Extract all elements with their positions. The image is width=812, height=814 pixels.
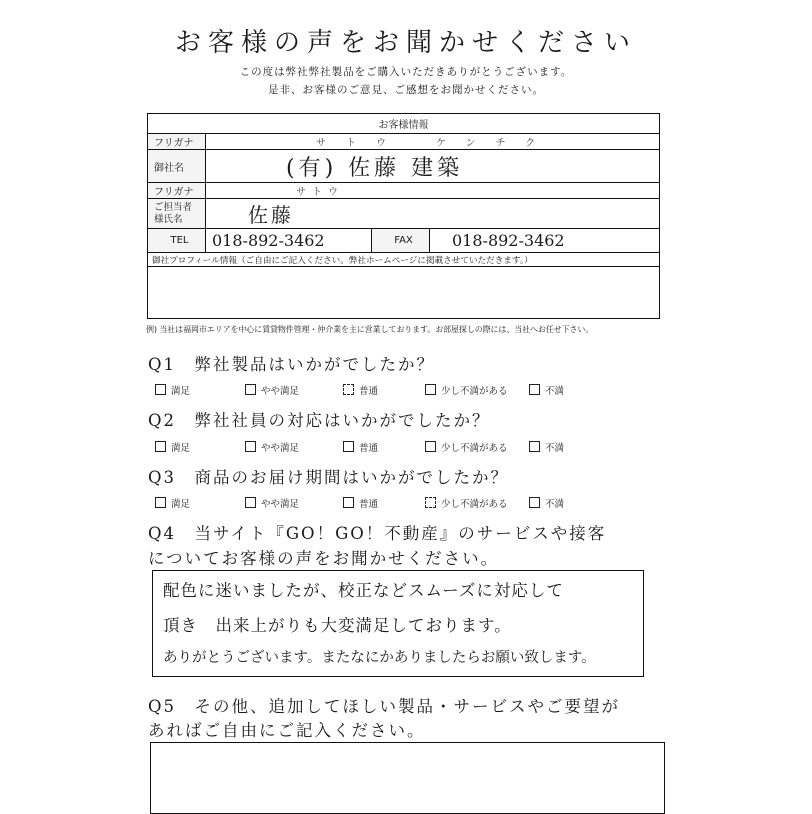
q2-option-satisfied[interactable] xyxy=(155,440,190,454)
q2-option-neutral[interactable] xyxy=(343,440,378,454)
intro-line-1: この度は弊社弊社製品をご購入いただきありがとうございます。 xyxy=(239,66,573,78)
option-label: 少し不満がある xyxy=(441,499,508,510)
q3-option-satisfied[interactable] xyxy=(155,496,190,510)
contact-label-line-2: 様氏名 xyxy=(154,213,183,225)
option-label: やや満足 xyxy=(261,499,300,510)
checkbox-icon[interactable] xyxy=(529,497,540,508)
fax-value: 018-892-3462 xyxy=(430,229,660,253)
q1-option-satisfied[interactable] xyxy=(155,383,190,397)
company-name-label: 御社名 xyxy=(148,150,206,183)
q1-option-somewhat-dissatisfied[interactable] xyxy=(425,383,508,397)
contact-label-line-1: ご担当者 xyxy=(154,201,193,213)
company-furigana-value: サトウ ケンチク xyxy=(206,134,660,150)
option-label: 満足 xyxy=(171,386,191,397)
q1-options xyxy=(155,383,675,401)
q3-option-somewhat-satisfied[interactable] xyxy=(245,496,299,510)
profile-field xyxy=(148,267,660,319)
checkbox-icon[interactable] xyxy=(529,441,540,452)
question-4-line-2: についてお客様の声をお聞かせください。 xyxy=(148,549,500,568)
company-name-value: (有) 佐藤 建築 xyxy=(206,150,660,183)
q1-option-somewhat-satisfied[interactable] xyxy=(245,383,299,397)
q3-options xyxy=(155,496,675,514)
contact-furigana-value: サトウ xyxy=(206,183,660,199)
tel-label: TEL xyxy=(148,229,206,253)
option-label: 普通 xyxy=(359,386,379,397)
option-label: 少し不満がある xyxy=(441,386,508,397)
intro-line-2: 是非、お客様のご意見、ご感想をお聞かせください。 xyxy=(268,84,544,96)
checkbox-icon[interactable] xyxy=(155,441,166,452)
q4-answer-line-1: 配色に迷いましたが、校正などスムーズに対応して xyxy=(163,581,564,600)
option-label: 満足 xyxy=(171,499,191,510)
option-label: やや満足 xyxy=(261,443,300,454)
q4-answer-line-2: 頂き 出来上がりも大変満足しております。 xyxy=(163,616,512,635)
checkbox-icon[interactable] xyxy=(343,497,354,508)
question-4-line-1: Q4 当サイト『GO！GO！不動産』のサービスや接客 xyxy=(148,524,607,543)
company-furigana-label: フリガナ xyxy=(148,134,206,150)
checkbox-icon[interactable] xyxy=(425,497,436,508)
contact-name-label xyxy=(148,199,206,229)
contact-name-value: 佐藤 xyxy=(206,199,660,229)
option-label: 普通 xyxy=(359,499,379,510)
checkbox-icon[interactable] xyxy=(155,384,166,395)
checkbox-icon[interactable] xyxy=(425,384,436,395)
q4-answer-line-3: ありがとうございます。またなにかありましたらお願い致します。 xyxy=(163,650,596,666)
checkbox-icon[interactable] xyxy=(529,384,540,395)
contact-furigana-label: フリガナ xyxy=(148,183,206,199)
checkbox-icon[interactable] xyxy=(245,441,256,452)
checkbox-icon[interactable] xyxy=(245,384,256,395)
question-5-line-1: Q5 その他、追加してほしい製品・サービスやご要望が xyxy=(148,697,621,716)
example-note: 例) 当社は福岡市エリアを中心に賃貸物件管理・仲介業を主に営業しております。お部屋探しの際には、当社へお任せ下さい。 xyxy=(146,325,594,334)
info-heading: お客様情報 xyxy=(148,114,660,134)
q2-option-somewhat-dissatisfied[interactable] xyxy=(425,440,508,454)
option-label: 不満 xyxy=(545,499,565,510)
q2-option-dissatisfied[interactable] xyxy=(529,440,564,454)
checkbox-icon[interactable] xyxy=(343,384,354,395)
checkbox-icon[interactable] xyxy=(343,441,354,452)
option-label: 満足 xyxy=(171,443,191,454)
question-1: Q1 弊社製品はいかがでしたか？ xyxy=(148,355,436,374)
q2-option-somewhat-satisfied[interactable] xyxy=(245,440,299,454)
option-label: 少し不満がある xyxy=(441,443,508,454)
q3-option-dissatisfied[interactable] xyxy=(529,496,564,510)
form-title: お客様の声をお聞かせください xyxy=(174,28,637,58)
q1-option-neutral[interactable] xyxy=(343,383,378,397)
question-5-line-2: あればご自由にご記入ください。 xyxy=(148,721,426,740)
customer-info-table xyxy=(147,113,660,319)
q5-answer-box xyxy=(150,742,665,814)
q1-option-dissatisfied[interactable] xyxy=(529,383,564,397)
q4-answer-box xyxy=(152,570,644,677)
option-label: やや満足 xyxy=(261,386,300,397)
checkbox-icon[interactable] xyxy=(425,441,436,452)
checkbox-icon[interactable] xyxy=(155,497,166,508)
tel-value: 018-892-3462 xyxy=(206,229,372,253)
option-label: 不満 xyxy=(545,386,565,397)
q3-option-neutral[interactable] xyxy=(343,496,378,510)
question-3: Q3 商品のお届け期間はいかがでしたか？ xyxy=(148,468,510,487)
q2-options xyxy=(155,440,675,458)
profile-label: 御社プロフィール情報（ご自由にご記入ください。弊社ホームページに掲載させていただきます。） xyxy=(148,253,660,267)
q3-option-somewhat-dissatisfied[interactable] xyxy=(425,496,508,510)
checkbox-icon[interactable] xyxy=(245,497,256,508)
option-label: 普通 xyxy=(359,443,379,454)
question-2: Q2 弊社社員の対応はいかがでしたか？ xyxy=(148,411,491,430)
fax-label: FAX xyxy=(372,229,430,253)
option-label: 不満 xyxy=(545,443,565,454)
